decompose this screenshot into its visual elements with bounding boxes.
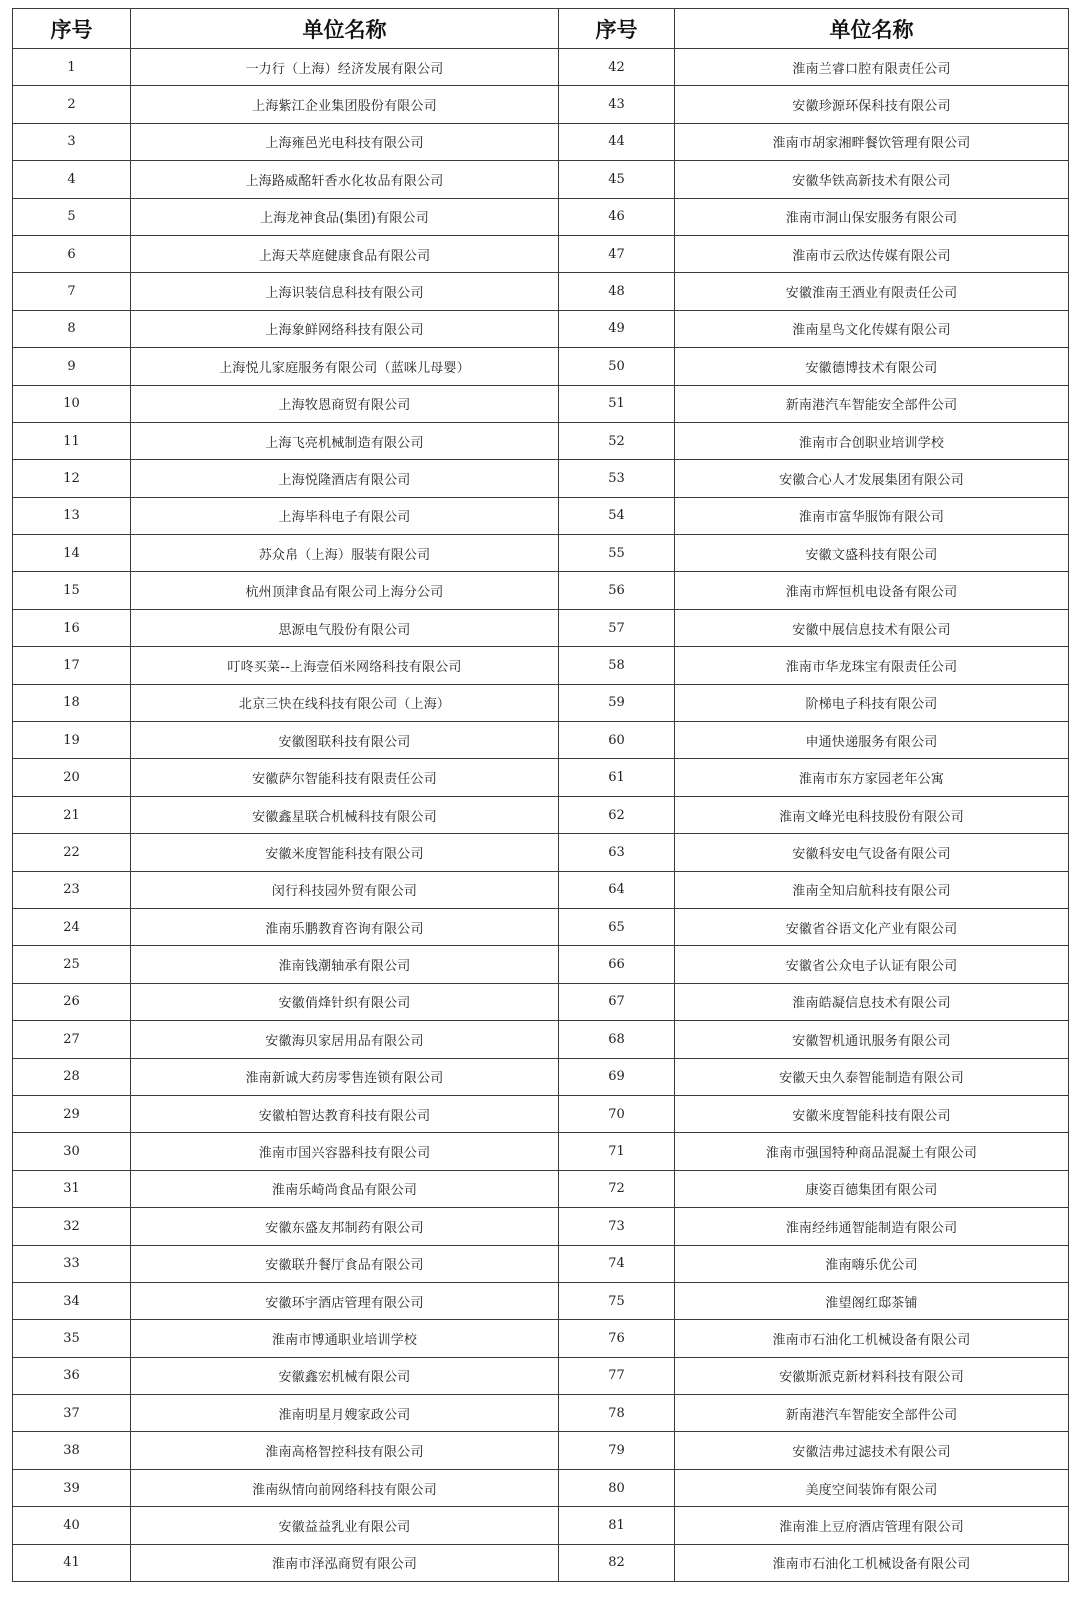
company-right-cell: 阶梯电子科技有限公司 [675,684,1069,721]
serial-right-cell: 48 [559,273,675,310]
company-right-cell: 安徽科安电气设备有限公司 [675,834,1069,871]
company-left-cell: 上海紫江企业集团股份有限公司 [131,86,559,123]
serial-left-cell: 30 [13,1133,131,1170]
serial-left-cell: 5 [13,198,131,235]
serial-right-cell: 51 [559,385,675,422]
serial-left-cell: 34 [13,1282,131,1319]
company-right-cell: 淮南市富华服饰有限公司 [675,497,1069,534]
company-right-cell: 淮南市云欣达传媒有限公司 [675,235,1069,272]
serial-left-cell: 19 [13,722,131,759]
serial-left-cell: 22 [13,834,131,871]
company-right-cell: 安徽珍源环保科技有限公司 [675,86,1069,123]
table-row [13,348,1069,385]
table-row [13,49,1069,86]
table-row [13,1320,1069,1357]
serial-left-cell: 1 [13,49,131,86]
company-left-cell: 淮南市国兴容器科技有限公司 [131,1133,559,1170]
table-row [13,198,1069,235]
company-left-cell: 上海识装信息科技有限公司 [131,273,559,310]
company-right-cell: 淮南皓凝信息技术有限公司 [675,983,1069,1020]
company-right-cell: 安徽合心人才发展集团有限公司 [675,460,1069,497]
company-right-cell: 安徽省谷语文化产业有限公司 [675,908,1069,945]
serial-right-cell: 60 [559,722,675,759]
table-row [13,460,1069,497]
serial-right-cell: 68 [559,1021,675,1058]
serial-left-cell: 9 [13,348,131,385]
company-left-cell: 淮南明星月嫂家政公司 [131,1395,559,1432]
company-right-cell: 淮南兰睿口腔有限责任公司 [675,49,1069,86]
serial-right-cell: 73 [559,1208,675,1245]
serial-left-cell: 38 [13,1432,131,1469]
company-left-cell: 上海悦儿家庭服务有限公司（蓝咪儿母婴） [131,348,559,385]
company-right-cell: 申通快递服务有限公司 [675,722,1069,759]
company-left-cell: 上海龙神食品(集团)有限公司 [131,198,559,235]
serial-left-cell: 10 [13,385,131,422]
company-left-cell: 北京三快在线科技有限公司（上海） [131,684,559,721]
table-row [13,647,1069,684]
serial-right-cell: 50 [559,348,675,385]
company-right-cell: 淮南市辉恒机电设备有限公司 [675,572,1069,609]
company-left-cell: 淮南乐崎尚食品有限公司 [131,1170,559,1207]
table-row [13,609,1069,646]
company-right-cell: 安徽德博技术有限公司 [675,348,1069,385]
company-left-cell: 上海象鲜网络科技有限公司 [131,310,559,347]
serial-left-cell: 28 [13,1058,131,1095]
serial-left-cell: 39 [13,1469,131,1506]
table-row [13,497,1069,534]
company-right-cell: 美度空间装饰有限公司 [675,1469,1069,1506]
table-row [13,908,1069,945]
serial-left-cell: 6 [13,235,131,272]
table-row [13,1282,1069,1319]
company-left-cell: 安徽萨尔智能科技有限责任公司 [131,759,559,796]
serial-left-cell: 2 [13,86,131,123]
serial-right-cell: 52 [559,422,675,459]
serial-left-cell: 23 [13,871,131,908]
company-left-cell: 安徽米度智能科技有限公司 [131,834,559,871]
company-list-sheet [12,8,1068,1582]
company-right-cell: 新南港汽车智能安全部件公司 [675,1395,1069,1432]
company-right-cell: 安徽淮南王酒业有限责任公司 [675,273,1069,310]
company-left-cell: 上海悦隆酒店有限公司 [131,460,559,497]
header-row [13,9,1069,49]
serial-right-cell: 45 [559,161,675,198]
serial-right-cell: 65 [559,908,675,945]
serial-left-cell: 4 [13,161,131,198]
company-left-cell: 淮南纵情向前网络科技有限公司 [131,1469,559,1506]
company-right-cell: 淮南市华龙珠宝有限责任公司 [675,647,1069,684]
table-row [13,946,1069,983]
company-left-cell: 苏众帛（上海）服装有限公司 [131,535,559,572]
serial-right-cell: 59 [559,684,675,721]
serial-left-cell: 21 [13,796,131,833]
table-row [13,1021,1069,1058]
serial-right-cell: 64 [559,871,675,908]
company-right-cell: 安徽天虫久泰智能制造有限公司 [675,1058,1069,1095]
serial-right-cell: 56 [559,572,675,609]
company-right-cell: 淮南市石油化工机械设备有限公司 [675,1320,1069,1357]
serial-left-cell: 24 [13,908,131,945]
serial-right-cell: 53 [559,460,675,497]
serial-left-cell: 25 [13,946,131,983]
company-left-cell: 安徽益益乳业有限公司 [131,1507,559,1544]
company-left-cell: 上海天萃庭健康食品有限公司 [131,235,559,272]
company-left-cell: 安徽图联科技有限公司 [131,722,559,759]
serial-right-cell: 75 [559,1282,675,1319]
serial-right-cell: 42 [559,49,675,86]
table-row [13,1095,1069,1132]
table-row [13,1357,1069,1394]
company-right-cell: 安徽中展信息技术有限公司 [675,609,1069,646]
company-left-cell: 安徽联升餐厅食品有限公司 [131,1245,559,1282]
serial-left-cell: 40 [13,1507,131,1544]
serial-right-cell: 74 [559,1245,675,1282]
serial-left-cell: 37 [13,1395,131,1432]
company-left-cell: 淮南市博通职业培训学校 [131,1320,559,1357]
serial-left-cell: 36 [13,1357,131,1394]
serial-right-cell: 44 [559,123,675,160]
company-right-cell: 淮南全知启航科技有限公司 [675,871,1069,908]
company-right-cell: 淮南经纬通智能制造有限公司 [675,1208,1069,1245]
serial-right-cell: 61 [559,759,675,796]
company-right-cell: 淮南市石油化工机械设备有限公司 [675,1544,1069,1581]
company-left-cell: 安徽鑫宏机械有限公司 [131,1357,559,1394]
company-right-cell: 淮南市胡家湘畔餐饮管理有限公司 [675,123,1069,160]
table-row [13,1058,1069,1095]
serial-right-cell: 57 [559,609,675,646]
company-right-cell: 淮南市强国特种商品混凝土有限公司 [675,1133,1069,1170]
table-row [13,535,1069,572]
serial-right-cell: 43 [559,86,675,123]
company-left-cell: 上海飞亮机械制造有限公司 [131,422,559,459]
company-left-cell: 安徽环宇酒店管理有限公司 [131,1282,559,1319]
company-left-cell: 上海雍邑光电科技有限公司 [131,123,559,160]
serial-left-cell: 41 [13,1544,131,1581]
serial-right-cell: 77 [559,1357,675,1394]
serial-right-cell: 58 [559,647,675,684]
company-left-cell: 一力行（上海）经济发展有限公司 [131,49,559,86]
serial-left-cell: 20 [13,759,131,796]
company-right-cell: 康姿百德集团有限公司 [675,1170,1069,1207]
serial-left-cell: 13 [13,497,131,534]
company-right-cell: 新南港汽车智能安全部件公司 [675,385,1069,422]
serial-right-cell: 82 [559,1544,675,1581]
serial-left-cell: 11 [13,422,131,459]
company-left-cell: 上海路威酩轩香水化妆品有限公司 [131,161,559,198]
table-row [13,796,1069,833]
table-row [13,572,1069,609]
serial-left-cell: 18 [13,684,131,721]
serial-left-cell: 27 [13,1021,131,1058]
serial-left-cell: 26 [13,983,131,1020]
company-left-cell: 思源电气股份有限公司 [131,609,559,646]
table-row [13,759,1069,796]
header-company-right: 单位名称 [675,9,1069,49]
table-row [13,385,1069,422]
header-serial-left: 序号 [13,9,131,49]
table-row [13,834,1069,871]
serial-right-cell: 76 [559,1320,675,1357]
company-left-cell: 安徽东盛友邦制药有限公司 [131,1208,559,1245]
serial-left-cell: 8 [13,310,131,347]
serial-right-cell: 78 [559,1395,675,1432]
company-left-cell: 淮南新诚大药房零售连锁有限公司 [131,1058,559,1095]
company-right-cell: 淮望阁红邸茶铺 [675,1282,1069,1319]
serial-right-cell: 67 [559,983,675,1020]
table-body [13,49,1069,1582]
company-left-cell: 闵行科技园外贸有限公司 [131,871,559,908]
company-left-cell: 淮南高格智控科技有限公司 [131,1432,559,1469]
table-row [13,722,1069,759]
table-row [13,1395,1069,1432]
table-row [13,1432,1069,1469]
serial-left-cell: 16 [13,609,131,646]
header-serial-right: 序号 [559,9,675,49]
serial-right-cell: 63 [559,834,675,871]
company-left-cell: 淮南乐鹏教育咨询有限公司 [131,908,559,945]
serial-left-cell: 31 [13,1170,131,1207]
company-left-cell: 杭州顶津食品有限公司上海分公司 [131,572,559,609]
company-right-cell: 安徽洁弗过滤技术有限公司 [675,1432,1069,1469]
company-right-cell: 安徽智机通讯服务有限公司 [675,1021,1069,1058]
serial-left-cell: 7 [13,273,131,310]
company-left-cell: 叮咚买菜--上海壹佰米网络科技有限公司 [131,647,559,684]
company-left-cell: 安徽俏烽针织有限公司 [131,983,559,1020]
company-right-cell: 淮南文峰光电科技股份有限公司 [675,796,1069,833]
company-left-cell: 上海牧恩商贸有限公司 [131,385,559,422]
serial-left-cell: 3 [13,123,131,160]
company-right-cell: 淮南市合创职业培训学校 [675,422,1069,459]
serial-right-cell: 54 [559,497,675,534]
company-list-table [12,8,1069,1582]
serial-right-cell: 70 [559,1095,675,1132]
company-left-cell: 上海毕科电子有限公司 [131,497,559,534]
company-right-cell: 安徽省公众电子认证有限公司 [675,946,1069,983]
serial-left-cell: 17 [13,647,131,684]
serial-left-cell: 33 [13,1245,131,1282]
company-right-cell: 淮南淮上豆府酒店管理有限公司 [675,1507,1069,1544]
company-left-cell: 安徽鑫星联合机械科技有限公司 [131,796,559,833]
table-row [13,273,1069,310]
table-row [13,310,1069,347]
serial-right-cell: 46 [559,198,675,235]
table-row [13,86,1069,123]
serial-left-cell: 15 [13,572,131,609]
serial-right-cell: 81 [559,1507,675,1544]
table-row [13,1133,1069,1170]
company-left-cell: 淮南市泽泓商贸有限公司 [131,1544,559,1581]
serial-left-cell: 14 [13,535,131,572]
serial-right-cell: 80 [559,1469,675,1506]
serial-left-cell: 32 [13,1208,131,1245]
company-right-cell: 安徽斯派克新材料科技有限公司 [675,1357,1069,1394]
serial-right-cell: 55 [559,535,675,572]
company-left-cell: 安徽海贝家居用品有限公司 [131,1021,559,1058]
serial-left-cell: 12 [13,460,131,497]
serial-right-cell: 66 [559,946,675,983]
header-company-left: 单位名称 [131,9,559,49]
table-row [13,422,1069,459]
serial-right-cell: 47 [559,235,675,272]
table-row [13,235,1069,272]
table-row [13,1469,1069,1506]
table-row [13,1208,1069,1245]
table-row [13,1170,1069,1207]
company-right-cell: 安徽华铁高新技术有限公司 [675,161,1069,198]
table-row [13,123,1069,160]
company-right-cell: 安徽文盛科技有限公司 [675,535,1069,572]
table-row [13,1544,1069,1581]
company-right-cell: 安徽米度智能科技有限公司 [675,1095,1069,1132]
serial-right-cell: 62 [559,796,675,833]
serial-right-cell: 49 [559,310,675,347]
company-right-cell: 淮南市东方家园老年公寓 [675,759,1069,796]
table-row [13,1507,1069,1544]
company-right-cell: 淮南嗨乐优公司 [675,1245,1069,1282]
company-right-cell: 淮南星鸟文化传媒有限公司 [675,310,1069,347]
company-left-cell: 淮南钱潮轴承有限公司 [131,946,559,983]
table-row [13,684,1069,721]
serial-right-cell: 71 [559,1133,675,1170]
table-row [13,161,1069,198]
serial-left-cell: 29 [13,1095,131,1132]
serial-right-cell: 69 [559,1058,675,1095]
serial-left-cell: 35 [13,1320,131,1357]
table-row [13,1245,1069,1282]
table-row [13,983,1069,1020]
company-right-cell: 淮南市洞山保安服务有限公司 [675,198,1069,235]
serial-right-cell: 72 [559,1170,675,1207]
company-left-cell: 安徽柏智达教育科技有限公司 [131,1095,559,1132]
serial-right-cell: 79 [559,1432,675,1469]
table-row [13,871,1069,908]
